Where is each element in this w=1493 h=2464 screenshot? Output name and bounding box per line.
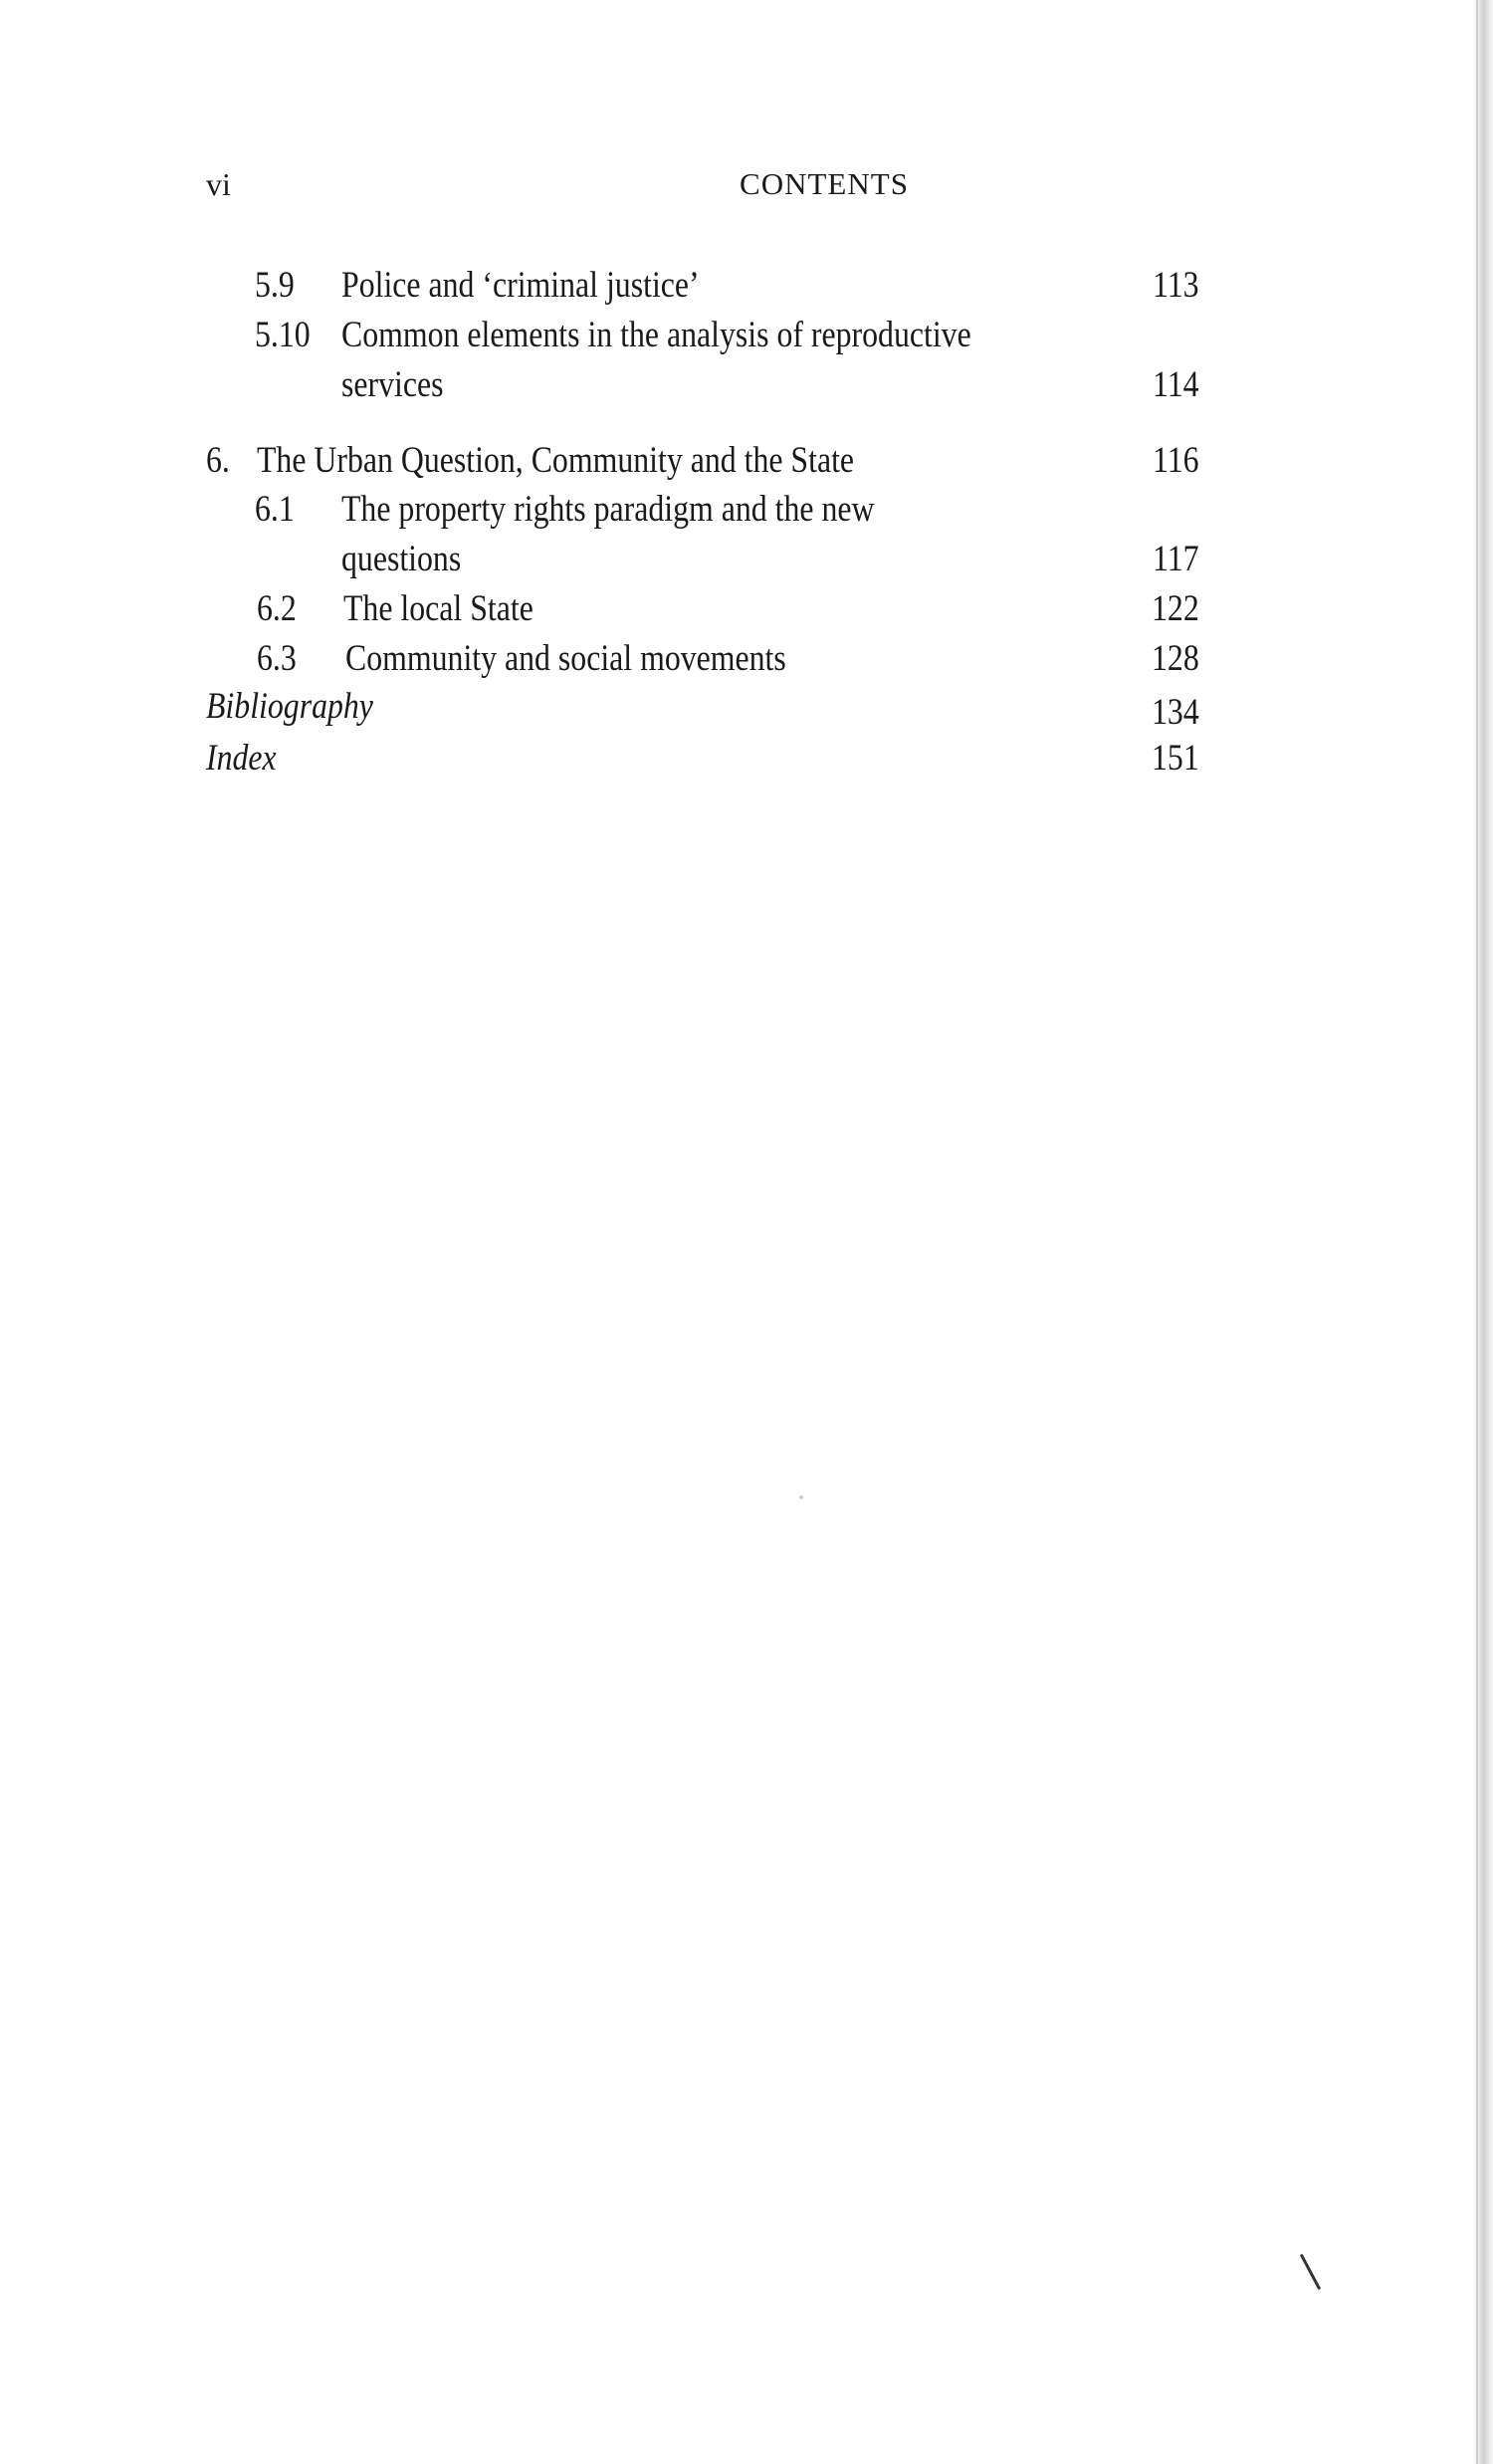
toc-title-continued: questions bbox=[341, 539, 462, 579]
toc-page-number: 117 bbox=[1152, 539, 1199, 579]
toc-title: Community and social movements bbox=[345, 638, 786, 679]
toc-number: 6. bbox=[206, 440, 230, 481]
toc-page-number: 116 bbox=[1152, 440, 1199, 481]
page-edge-line bbox=[1476, 0, 1478, 2464]
toc-title: Bibliography bbox=[206, 686, 373, 727]
toc-number: 5.9 bbox=[255, 265, 295, 306]
toc-title: Police and ‘criminal justice’ bbox=[341, 265, 700, 306]
toc-page-number: 128 bbox=[1151, 638, 1199, 679]
toc-title: The property rights paradigm and the new bbox=[341, 489, 875, 530]
folio-page-number: vi bbox=[206, 166, 231, 202]
toc-number: 6.3 bbox=[257, 638, 297, 679]
toc-title: Index bbox=[206, 738, 277, 779]
toc-title: The Urban Question, Community and the State bbox=[257, 440, 855, 481]
toc-number: 5.10 bbox=[255, 315, 311, 355]
paper-speck bbox=[799, 1495, 803, 1499]
toc-number: 6.2 bbox=[257, 588, 297, 629]
toc-page-number: 134 bbox=[1151, 692, 1199, 733]
toc-page-number: 113 bbox=[1152, 265, 1199, 306]
toc-number: 6.1 bbox=[255, 489, 295, 530]
toc-title-continued: services bbox=[341, 364, 444, 405]
toc-title: Common elements in the analysis of reproductive bbox=[341, 315, 971, 355]
toc-page-number: 114 bbox=[1152, 364, 1199, 405]
toc-page-number: 122 bbox=[1151, 588, 1199, 629]
pencil-mark bbox=[1300, 2254, 1321, 2291]
running-head: CONTENTS bbox=[740, 166, 909, 201]
toc-title: The local State bbox=[343, 588, 533, 629]
toc-page-number: 151 bbox=[1151, 738, 1199, 779]
